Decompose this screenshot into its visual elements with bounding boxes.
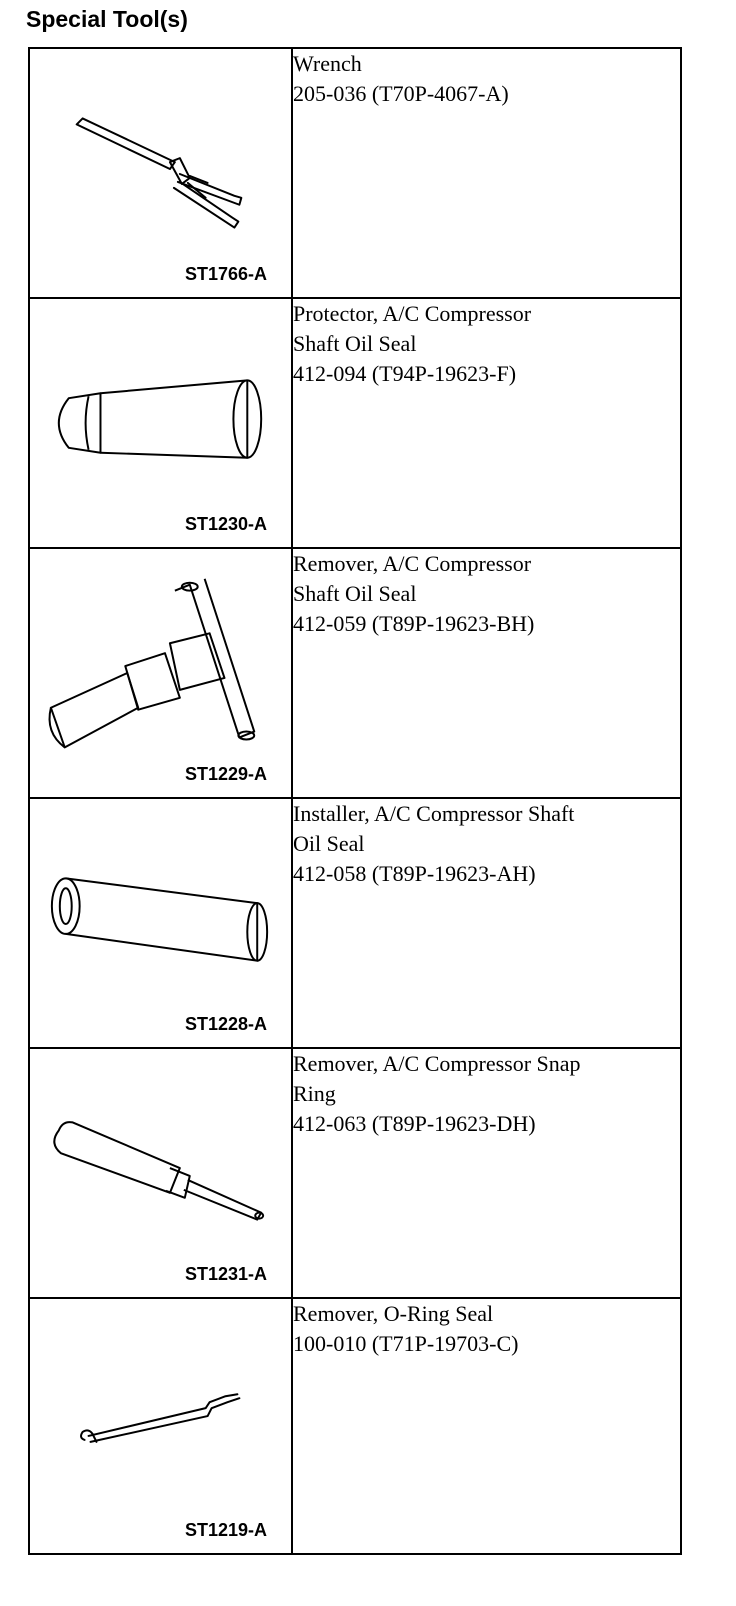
tool-description-cell xyxy=(292,298,681,548)
tool-part-number: 412-063 (T89P-19623-DH) xyxy=(293,1111,536,1136)
table-row xyxy=(29,1048,681,1298)
wrench-icon xyxy=(30,49,291,297)
tool-illustration-cell xyxy=(29,1048,292,1298)
tool-description-cell xyxy=(292,48,681,298)
tool-name: Protector, A/C Compressor xyxy=(293,301,532,326)
tool-part-number: 412-094 (T94P-19623-F) xyxy=(293,361,517,386)
tool-part-number: 412-058 (T89P-19623-AH) xyxy=(293,861,536,886)
tool-code: ST1228-A xyxy=(184,1014,267,1034)
tool-part-number: 205-036 (T70P-4067-A) xyxy=(293,81,509,106)
tool-name: Wrench xyxy=(293,51,362,76)
tool-illustration-cell xyxy=(29,548,292,798)
tool-illustration-cell xyxy=(29,798,292,1048)
table-row xyxy=(29,1298,681,1554)
tool-name: Remover, A/C Compressor xyxy=(293,551,532,576)
tool-illustration-cell xyxy=(29,298,292,548)
table-row xyxy=(29,48,681,298)
protector-sleeve-icon xyxy=(30,299,291,547)
o-ring-remover-icon xyxy=(30,1299,291,1553)
tool-name-continued: Oil Seal xyxy=(293,831,365,856)
special-tools-table xyxy=(28,47,682,1555)
page-title: Special Tool(s) xyxy=(26,6,188,32)
tool-part-number: 100-010 (T71P-19703-C) xyxy=(293,1331,519,1356)
tool-name-continued: Shaft Oil Seal xyxy=(293,331,417,356)
snap-ring-remover-icon xyxy=(30,1049,291,1297)
tool-description-cell xyxy=(292,1298,681,1554)
seal-remover-icon xyxy=(30,549,291,797)
table-row xyxy=(29,298,681,548)
tool-name: Installer, A/C Compressor Shaft xyxy=(293,801,575,826)
tool-code: ST1230-A xyxy=(184,514,267,534)
tool-code: ST1231-A xyxy=(184,1264,267,1284)
table-row xyxy=(29,798,681,1048)
tool-illustration-cell xyxy=(29,1298,292,1554)
tool-name: Remover, O-Ring Seal xyxy=(293,1301,494,1326)
table-row xyxy=(29,548,681,798)
tool-code: ST1219-A xyxy=(184,1520,267,1540)
tool-name-continued: Shaft Oil Seal xyxy=(293,581,417,606)
tool-description-cell xyxy=(292,548,681,798)
tool-name: Remover, A/C Compressor Snap xyxy=(293,1051,581,1076)
tool-description-cell xyxy=(292,1048,681,1298)
tool-code: ST1766-A xyxy=(184,264,267,284)
tool-code: ST1229-A xyxy=(184,764,267,784)
seal-installer-icon xyxy=(30,799,291,1047)
tool-part-number: 412-059 (T89P-19623-BH) xyxy=(293,611,535,636)
tool-name-continued: Ring xyxy=(293,1081,336,1106)
tool-illustration-cell xyxy=(29,48,292,298)
tool-description-cell xyxy=(292,798,681,1048)
